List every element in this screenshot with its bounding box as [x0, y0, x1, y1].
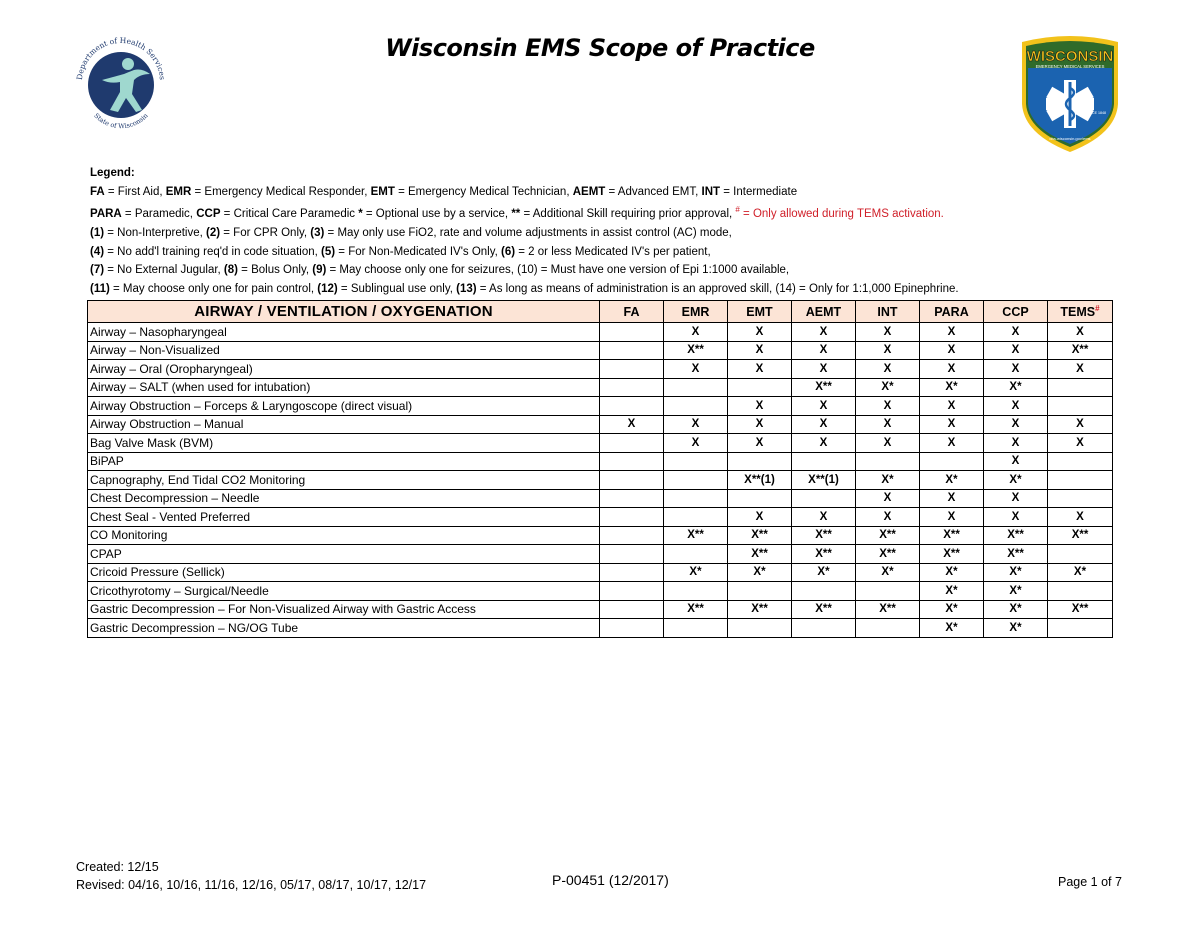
seal-text-top: Department of Health Services — [74, 35, 167, 81]
table-row — [88, 323, 1113, 342]
cell-ccp: X — [984, 508, 1048, 527]
cell-emt: X — [728, 415, 792, 434]
cell-fa — [600, 341, 664, 360]
skill-name: CPAP — [88, 545, 600, 564]
cell-tems — [1048, 471, 1113, 490]
table-row — [88, 452, 1113, 471]
cell-emr — [664, 582, 728, 601]
legend-term: (5) — [321, 245, 336, 258]
cell-int: X — [856, 323, 920, 342]
seal-text-bottom: State of Wisconsin — [92, 111, 150, 131]
cell-fa — [600, 360, 664, 379]
column-header-fa: FA — [600, 301, 664, 323]
cell-emt — [728, 489, 792, 508]
cell-tems: X** — [1048, 526, 1113, 545]
legend-term: (8) — [223, 264, 238, 277]
legend-term: (2) — [206, 226, 221, 239]
cell-tems — [1048, 489, 1113, 508]
cell-emt: X** — [728, 600, 792, 619]
cell-para: X* — [920, 600, 984, 619]
legend-text: = Intermediate — [720, 185, 798, 198]
cell-fa — [600, 563, 664, 582]
cell-tems: X — [1048, 415, 1113, 434]
legend-term: (7) — [90, 264, 105, 277]
badge-since-text: SINCE 1848 — [1086, 111, 1106, 115]
cell-aemt — [792, 582, 856, 601]
cell-int: X** — [856, 600, 920, 619]
cell-int: X — [856, 397, 920, 416]
legend-line — [90, 280, 1120, 299]
skill-name: Airway Obstruction – Manual — [88, 415, 600, 434]
cell-para: X — [920, 434, 984, 453]
cell-int: X* — [856, 471, 920, 490]
cell-emt: X — [728, 397, 792, 416]
cell-aemt: X — [792, 341, 856, 360]
cell-emr: X — [664, 415, 728, 434]
cell-fa: X — [600, 415, 664, 434]
skill-name: Capnography, End Tidal CO2 Monitoring — [88, 471, 600, 490]
cell-emt: X**(1) — [728, 471, 792, 490]
badge-title-text: WISCONSIN — [1026, 48, 1114, 65]
table-row — [88, 582, 1113, 601]
page-number: Page 1 of 7 — [1058, 875, 1122, 889]
badge-url-text: dhs.wisconsin.gov/ems — [1049, 136, 1091, 141]
cell-aemt: X — [792, 360, 856, 379]
cell-fa — [600, 508, 664, 527]
cell-tems — [1048, 619, 1113, 638]
cell-emr: X — [664, 323, 728, 342]
cell-emt: X — [728, 341, 792, 360]
legend-text: = Emergency Medical Responder, — [191, 185, 371, 198]
skill-name: Cricothyrotomy – Surgical/Needle — [88, 582, 600, 601]
cell-para: X* — [920, 471, 984, 490]
skill-name: Airway – SALT (when used for intubation) — [88, 378, 600, 397]
legend-term: (1) — [90, 226, 105, 239]
cell-int: X — [856, 508, 920, 527]
cell-tems — [1048, 397, 1113, 416]
cell-aemt: X** — [792, 378, 856, 397]
skill-name: Airway – Non-Visualized — [88, 341, 600, 360]
cell-emr — [664, 508, 728, 527]
cell-para: X — [920, 360, 984, 379]
legend-term: PARA — [90, 208, 122, 221]
legend-term: (4) — [90, 245, 105, 258]
legend-line — [90, 183, 1120, 202]
column-header-emt: EMT — [728, 301, 792, 323]
legend-term: ** — [511, 208, 521, 221]
cell-tems: X** — [1048, 341, 1113, 360]
legend-line — [90, 243, 1120, 262]
cell-int — [856, 619, 920, 638]
cell-emr — [664, 545, 728, 564]
badge-sub-text: EMERGENCY MEDICAL SERVICES — [1035, 64, 1105, 69]
table-row — [88, 471, 1113, 490]
legend-text: = No External Jugular, — [104, 264, 224, 277]
skill-name: Airway Obstruction – Forceps & Laryngoscope (direct visual) — [88, 397, 600, 416]
tems-mark: # — [1095, 303, 1100, 313]
column-header-aemt: AEMT — [792, 301, 856, 323]
table-row — [88, 489, 1113, 508]
cell-tems: X — [1048, 508, 1113, 527]
cell-para: X* — [920, 582, 984, 601]
column-header-ccp: CCP — [984, 301, 1048, 323]
legend-term: * — [358, 208, 363, 221]
created-date: Created: 12/15 — [76, 860, 159, 874]
cell-ccp: X* — [984, 600, 1048, 619]
cell-aemt — [792, 452, 856, 471]
cell-emt: X — [728, 360, 792, 379]
form-number: P-00451 (12/2017) — [552, 872, 669, 888]
cell-ccp: X** — [984, 526, 1048, 545]
cell-para — [920, 452, 984, 471]
cell-para: X** — [920, 545, 984, 564]
cell-emr — [664, 619, 728, 638]
cell-fa — [600, 323, 664, 342]
cell-para: X** — [920, 526, 984, 545]
cell-int — [856, 582, 920, 601]
legend-term: (6) — [501, 245, 516, 258]
legend-text: = No add'l training req'd in code situation, — [104, 245, 322, 258]
column-header-para: PARA — [920, 301, 984, 323]
cell-emt — [728, 619, 792, 638]
cell-ccp: X — [984, 341, 1048, 360]
cell-ccp: X — [984, 323, 1048, 342]
cell-para: X — [920, 341, 984, 360]
cell-fa — [600, 526, 664, 545]
table-row — [88, 434, 1113, 453]
cell-ccp: X — [984, 415, 1048, 434]
revised-dates: Revised: 04/16, 10/16, 11/16, 12/16, 05/17, 08/17, 10/17, 12/17 — [76, 878, 427, 892]
cell-para: X — [920, 397, 984, 416]
table-row — [88, 360, 1113, 379]
cell-emr: X** — [664, 341, 728, 360]
cell-para: X* — [920, 563, 984, 582]
wisconsin-ems-badge-icon — [1016, 34, 1124, 154]
cell-aemt: X — [792, 434, 856, 453]
cell-para: X — [920, 323, 984, 342]
revision-info — [76, 858, 426, 894]
cell-tems: X* — [1048, 563, 1113, 582]
legend-text: = Emergency Medical Technician, — [394, 185, 573, 198]
legend-line — [90, 261, 1120, 280]
cell-emr: X — [664, 434, 728, 453]
cell-aemt: X — [792, 323, 856, 342]
skill-name: Gastric Decompression – For Non-Visualized Airway with Gastric Access — [88, 600, 600, 619]
cell-aemt — [792, 619, 856, 638]
cell-emr: X** — [664, 526, 728, 545]
dhs-seal-icon — [72, 30, 170, 134]
legend-text: = May choose only one for seizures, (10) = Must have one version of Epi 1:1000 available, — [326, 264, 790, 277]
cell-para: X — [920, 489, 984, 508]
cell-ccp: X* — [984, 582, 1048, 601]
legend-text: = Non-Interpretive, — [104, 226, 207, 239]
table-row — [88, 378, 1113, 397]
legend-heading: Legend: — [90, 167, 135, 179]
cell-emr: X** — [664, 600, 728, 619]
cell-aemt: X** — [792, 545, 856, 564]
legend-term: AEMT — [572, 185, 606, 198]
cell-aemt: X** — [792, 600, 856, 619]
skill-name: CO Monitoring — [88, 526, 600, 545]
cell-para: X* — [920, 619, 984, 638]
table-row — [88, 397, 1113, 416]
legend-text: = For CPR Only, — [220, 226, 311, 239]
legend-term: FA — [90, 185, 105, 198]
cell-para: X* — [920, 378, 984, 397]
legend-tems-note: = Only allowed during TEMS activation. — [739, 208, 944, 221]
cell-para: X — [920, 415, 984, 434]
cell-emr — [664, 452, 728, 471]
cell-tems — [1048, 452, 1113, 471]
cell-ccp: X — [984, 397, 1048, 416]
cell-tems: X — [1048, 434, 1113, 453]
cell-int: X — [856, 434, 920, 453]
cell-tems: X** — [1048, 600, 1113, 619]
cell-int: X** — [856, 545, 920, 564]
skill-name: Gastric Decompression – NG/OG Tube — [88, 619, 600, 638]
legend-term: (11) — [90, 283, 110, 296]
legend-term: (13) — [456, 283, 477, 296]
cell-para: X — [920, 508, 984, 527]
cell-fa — [600, 397, 664, 416]
cell-tems: X — [1048, 360, 1113, 379]
table-row — [88, 526, 1113, 545]
legend-line — [90, 224, 1120, 243]
table-row — [88, 563, 1113, 582]
cell-fa — [600, 619, 664, 638]
cell-aemt: X**(1) — [792, 471, 856, 490]
scope-of-practice-table — [87, 300, 1113, 638]
table-header-row — [88, 301, 1113, 323]
cell-fa — [600, 452, 664, 471]
cell-emt: X — [728, 323, 792, 342]
legend-line — [90, 201, 1120, 224]
cell-int: X — [856, 489, 920, 508]
skill-name: Bag Valve Mask (BVM) — [88, 434, 600, 453]
cell-aemt: X — [792, 397, 856, 416]
cell-int: X** — [856, 526, 920, 545]
cell-int: X* — [856, 563, 920, 582]
cell-ccp: X* — [984, 619, 1048, 638]
column-header-emr: EMR — [664, 301, 728, 323]
cell-emr — [664, 489, 728, 508]
cell-emt — [728, 582, 792, 601]
column-header-int: INT — [856, 301, 920, 323]
cell-tems: X — [1048, 323, 1113, 342]
category-header: AIRWAY / VENTILATION / OXYGENATION — [88, 301, 600, 323]
skill-name: BiPAP — [88, 452, 600, 471]
cell-aemt: X — [792, 508, 856, 527]
cell-fa — [600, 545, 664, 564]
cell-aemt: X — [792, 415, 856, 434]
legend-text: = May only use FiO2, rate and volume adjustments in assist control (AC) mode, — [324, 226, 732, 239]
legend-text: = Bolus Only, — [237, 264, 313, 277]
cell-ccp: X** — [984, 545, 1048, 564]
cell-fa — [600, 582, 664, 601]
skill-name: Chest Seal - Vented Preferred — [88, 508, 600, 527]
cell-emt: X** — [728, 526, 792, 545]
cell-emr: X* — [664, 563, 728, 582]
cell-fa — [600, 600, 664, 619]
legend-text: = Advanced EMT, — [605, 185, 702, 198]
cell-emr — [664, 397, 728, 416]
cell-emt: X — [728, 508, 792, 527]
legend-mark: # — [735, 205, 740, 215]
cell-emr: X — [664, 360, 728, 379]
legend-text: = First Aid, — [104, 185, 166, 198]
legend-term: (12) — [317, 283, 338, 296]
legend-term: (3) — [310, 226, 325, 239]
legend-term: (9) — [312, 264, 327, 277]
cell-emt — [728, 452, 792, 471]
legend — [90, 164, 1120, 299]
cell-tems — [1048, 582, 1113, 601]
legend-text: = Optional use by a service, — [362, 208, 512, 221]
cell-aemt: X** — [792, 526, 856, 545]
table-body — [88, 323, 1113, 638]
cell-emt: X** — [728, 545, 792, 564]
cell-ccp: X — [984, 452, 1048, 471]
legend-term: INT — [701, 185, 721, 198]
skill-name: Airway – Nasopharyngeal — [88, 323, 600, 342]
cell-int: X* — [856, 378, 920, 397]
legend-term: EMT — [370, 185, 395, 198]
legend-text: = 2 or less Medicated IV's per patient, — [515, 245, 711, 258]
page-title: Wisconsin EMS Scope of Practice — [385, 34, 815, 62]
cell-fa — [600, 378, 664, 397]
cell-tems — [1048, 378, 1113, 397]
legend-text: = Paramedic, — [121, 208, 197, 221]
table-row — [88, 415, 1113, 434]
skill-name: Chest Decompression – Needle — [88, 489, 600, 508]
table-row — [88, 341, 1113, 360]
table-row — [88, 619, 1113, 638]
cell-fa — [600, 489, 664, 508]
legend-text: = Sublingual use only, — [337, 283, 457, 296]
cell-tems — [1048, 545, 1113, 564]
cell-emt: X — [728, 434, 792, 453]
skill-name: Airway – Oral (Oropharyngeal) — [88, 360, 600, 379]
cell-emr — [664, 378, 728, 397]
cell-int: X — [856, 341, 920, 360]
legend-text: = For Non-Medicated IV's Only, — [335, 245, 502, 258]
cell-int: X — [856, 360, 920, 379]
cell-emr — [664, 471, 728, 490]
legend-text: = May choose only one for pain control, — [109, 283, 318, 296]
table-row — [88, 545, 1113, 564]
cell-emt: X* — [728, 563, 792, 582]
skill-name: Cricoid Pressure (Sellick) — [88, 563, 600, 582]
table-row — [88, 508, 1113, 527]
cell-int — [856, 452, 920, 471]
legend-text: = Critical Care Paramedic — [220, 208, 359, 221]
cell-ccp: X — [984, 489, 1048, 508]
cell-ccp: X — [984, 434, 1048, 453]
cell-emt — [728, 378, 792, 397]
legend-text: = As long as means of administration is an approved skill, (14) = Only for 1:1,000 Epinephrine. — [476, 283, 959, 296]
cell-ccp: X* — [984, 471, 1048, 490]
legend-term: CCP — [196, 208, 221, 221]
cell-aemt: X* — [792, 563, 856, 582]
cell-ccp: X* — [984, 563, 1048, 582]
cell-fa — [600, 471, 664, 490]
cell-int: X — [856, 415, 920, 434]
column-header-tems: TEMS# — [1048, 301, 1113, 323]
cell-aemt — [792, 489, 856, 508]
legend-term: EMR — [165, 185, 192, 198]
cell-fa — [600, 434, 664, 453]
cell-ccp: X — [984, 360, 1048, 379]
cell-ccp: X* — [984, 378, 1048, 397]
table-row — [88, 600, 1113, 619]
legend-text: = Additional Skill requiring prior approval, — [520, 208, 736, 221]
